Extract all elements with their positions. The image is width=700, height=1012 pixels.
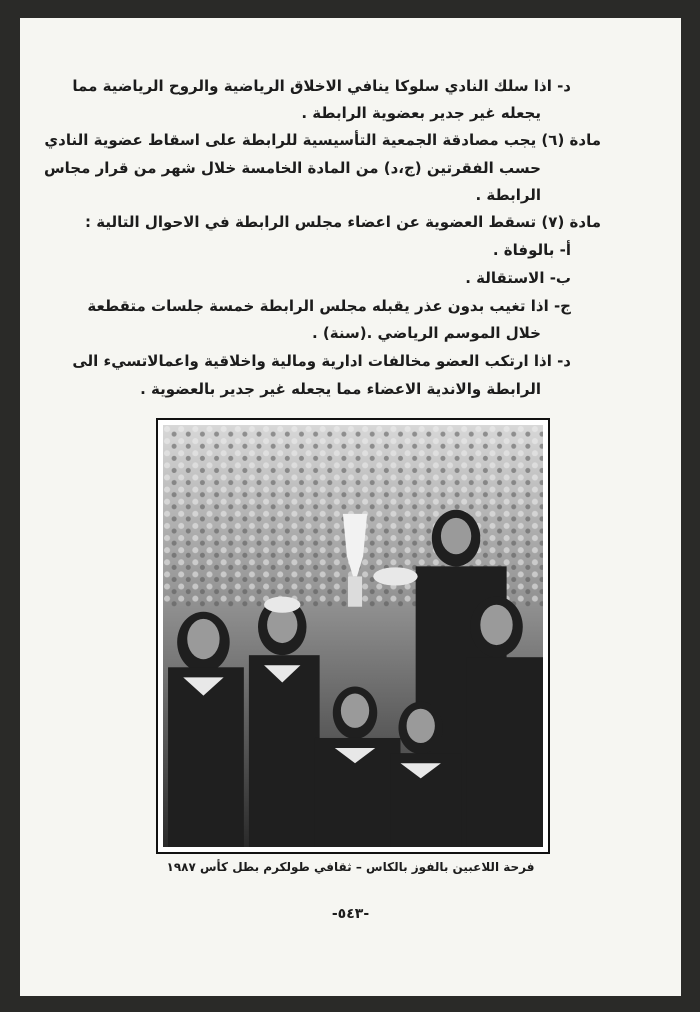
text-line: حسب الفقرتين (ج،د) من المادة الخامسة خلال شهر من قرار مجاس [43,159,541,177]
text-line: الرابطة والاندية الاعضاء مما يجعله غير جدير بالعضوية . [140,380,541,398]
text-line: يجعله غير جدير بعضوية الرابطة . [301,104,541,122]
text-line: خلال الموسم الرياضي .(سنة) . [312,324,541,342]
photo-illustration [163,425,543,847]
text-line: د- اذا ارتكب العضو مخالفات ادارية ومالية واخلاقية واعمالاتسيء الى [72,352,571,370]
team-celebration-photo [163,425,543,847]
text-line: ب- الاستقالة . [465,269,571,287]
photo-frame [156,418,550,854]
text-line: مادة (٧) تسقط العضوية عن اعضاء مجلس الرابطة في الاحوال التالية : [85,213,601,231]
text-line: الرابطة . [475,186,541,204]
text-line: ج- اذا تغيب بدون عذر يقبله مجلس الرابطة خمسة جلسات متقطعة [87,297,571,315]
photo-caption: فرحة اللاعبين بالفوز بالكاس – ثقافي طولكرم بطل كأس ١٩٨٧ [166,860,535,874]
document-page [20,18,681,996]
text-line: مادة (٦) يجب مصادقة الجمعية التأسيسية للرابطة على اسقاط عضوية النادي [44,131,601,149]
text-line: أ- بالوفاة . [492,241,571,259]
text-line: د- اذا سلك النادي سلوكا ينافي الاخلاق الرياضية والروح الرياضية مما [72,77,571,95]
page-number: -٥٤٣- [331,906,370,922]
